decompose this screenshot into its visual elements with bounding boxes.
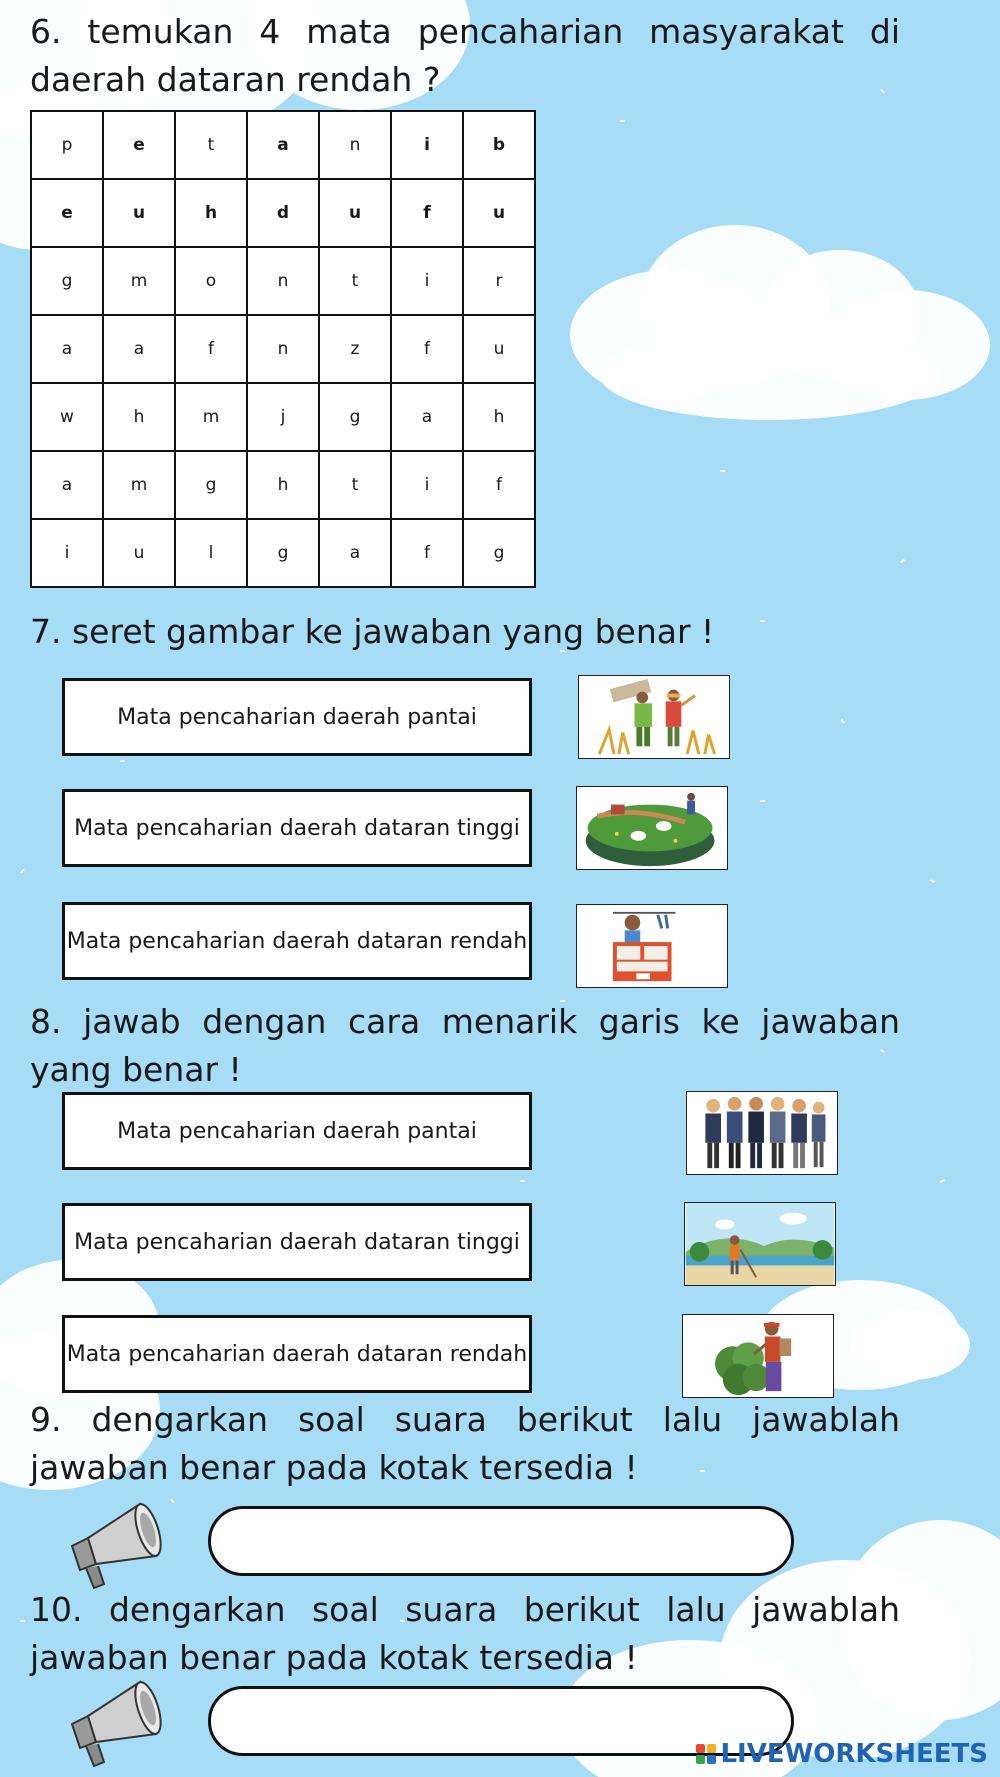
grid-cell[interactable]: t	[319, 247, 391, 315]
grid-row	[31, 111, 535, 179]
question-6-text: 6. temukan 4 mata pencaharian masyarakat di daerah dataran rendah ?	[30, 12, 900, 99]
grid-cell[interactable]: e	[31, 179, 103, 247]
grid-cell[interactable]: h	[175, 179, 247, 247]
grid-cell[interactable]: j	[247, 383, 319, 451]
grid-cell[interactable]: n	[247, 315, 319, 383]
farmers-harvest-image[interactable]	[578, 675, 730, 759]
grid-cell[interactable]: t	[175, 111, 247, 179]
grid-cell[interactable]: i	[391, 247, 463, 315]
grid-cell[interactable]: a	[247, 111, 319, 179]
grid-cell[interactable]: i	[31, 519, 103, 587]
grid-cell[interactable]: h	[103, 383, 175, 451]
grid-cell[interactable]: n	[247, 247, 319, 315]
grid-cell[interactable]: p	[31, 111, 103, 179]
tea-picker-image[interactable]	[682, 1314, 834, 1398]
question-10-text: 10. dengarkan soal suara berikut lalu jawablah jawaban benar pada kotak tersedia !	[30, 1590, 900, 1677]
grid-cell[interactable]: z	[319, 315, 391, 383]
grid-cell[interactable]: a	[31, 451, 103, 519]
grid-cell[interactable]: a	[31, 315, 103, 383]
q7-answer-label-dataran-rendah[interactable]: Mata pencaharian daerah dataran rendah	[62, 902, 532, 980]
grid-cell[interactable]: e	[103, 111, 175, 179]
office-workers-image[interactable]	[686, 1091, 838, 1175]
brand-name: LIVEWORKSHEETS	[720, 1739, 988, 1769]
question-8-text: 8. jawab dengan cara menarik garis ke jawaban yang benar !	[30, 1002, 900, 1089]
hill-farm-sheep-image[interactable]	[576, 786, 728, 870]
grid-cell[interactable]: n	[319, 111, 391, 179]
grid-cell[interactable]: b	[463, 111, 535, 179]
question-7-text: 7. seret gambar ke jawaban yang benar !	[30, 612, 715, 651]
grid-cell[interactable]: u	[463, 179, 535, 247]
grid-cell[interactable]: m	[175, 383, 247, 451]
word-search-grid	[30, 110, 536, 588]
grid-cell[interactable]: g	[247, 519, 319, 587]
grid-cell[interactable]: f	[391, 315, 463, 383]
grid-cell[interactable]: i	[391, 451, 463, 519]
grid-cell[interactable]: f	[391, 519, 463, 587]
grid-cell[interactable]: f	[175, 315, 247, 383]
grid-cell[interactable]: w	[31, 383, 103, 451]
grid-cell[interactable]: t	[319, 451, 391, 519]
q9-audio-speaker-icon[interactable]	[58, 1494, 162, 1594]
grid-row	[31, 519, 535, 587]
grid-cell[interactable]: g	[31, 247, 103, 315]
q10-audio-speaker-icon[interactable]	[58, 1672, 162, 1772]
q9-answer-input[interactable]	[208, 1506, 794, 1576]
grid-cell[interactable]: r	[463, 247, 535, 315]
grid-cell[interactable]: u	[319, 179, 391, 247]
grid-cell[interactable]: u	[103, 179, 175, 247]
grid-cell[interactable]: f	[463, 451, 535, 519]
grid-cell[interactable]: h	[247, 451, 319, 519]
question-9-text: 9. dengarkan soal suara berikut lalu jawablah jawaban benar pada kotak tersedia !	[30, 1400, 900, 1487]
grid-cell[interactable]: a	[103, 315, 175, 383]
grid-row	[31, 383, 535, 451]
q8-answer-label-dataran-tinggi[interactable]: Mata pencaharian daerah dataran tinggi	[62, 1203, 532, 1281]
grid-cell[interactable]: h	[463, 383, 535, 451]
grid-row	[31, 247, 535, 315]
grid-cell[interactable]: f	[391, 179, 463, 247]
grid-cell[interactable]: g	[175, 451, 247, 519]
q8-answer-label-dataran-rendah[interactable]: Mata pencaharian daerah dataran rendah	[62, 1315, 532, 1393]
grid-cell[interactable]: m	[103, 247, 175, 315]
grid-cell[interactable]: a	[391, 383, 463, 451]
liveworksheets-logo-icon	[696, 1744, 716, 1764]
beach-sweeper-image[interactable]	[684, 1202, 836, 1286]
grid-cell[interactable]: a	[319, 519, 391, 587]
grid-cell[interactable]: u	[463, 315, 535, 383]
grid-cell[interactable]: m	[103, 451, 175, 519]
grid-row	[31, 315, 535, 383]
grid-cell[interactable]: d	[247, 179, 319, 247]
grid-cell[interactable]: g	[463, 519, 535, 587]
grid-cell[interactable]: g	[319, 383, 391, 451]
grid-cell[interactable]: l	[175, 519, 247, 587]
grid-cell[interactable]: i	[391, 111, 463, 179]
q7-answer-label-dataran-tinggi[interactable]: Mata pencaharian daerah dataran tinggi	[62, 789, 532, 867]
grid-row	[31, 179, 535, 247]
liveworksheets-brand	[696, 1739, 988, 1769]
q8-answer-label-pantai[interactable]: Mata pencaharian daerah pantai	[62, 1092, 532, 1170]
fish-seller-stall-image[interactable]	[576, 904, 728, 988]
grid-cell[interactable]: o	[175, 247, 247, 315]
grid-row	[31, 451, 535, 519]
q7-answer-label-pantai[interactable]: Mata pencaharian daerah pantai	[62, 678, 532, 756]
grid-cell[interactable]: u	[103, 519, 175, 587]
